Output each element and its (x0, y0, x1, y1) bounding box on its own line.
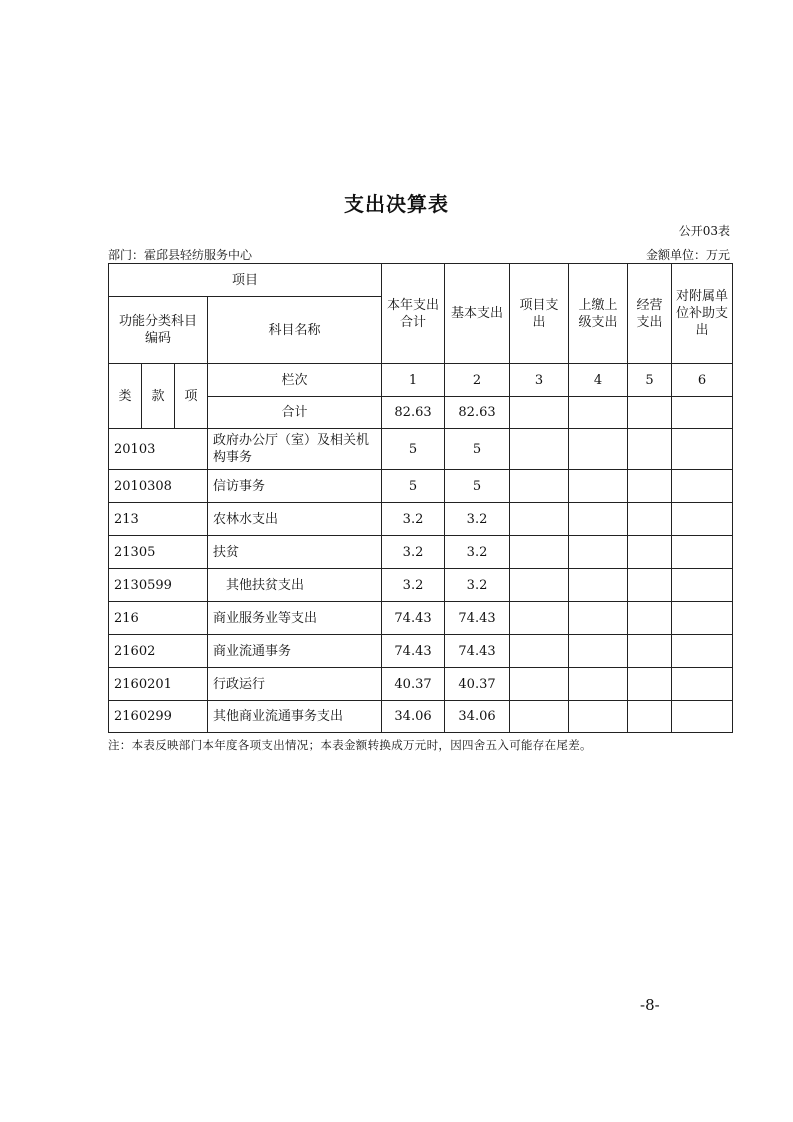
row-name: 农林水支出 (208, 503, 382, 536)
empty-cell (510, 503, 569, 536)
empty-cell (628, 602, 672, 635)
empty-cell (672, 668, 733, 701)
total-label: 合计 (208, 397, 382, 429)
empty-cell (672, 397, 733, 429)
empty-cell (628, 701, 672, 733)
row-c1: 40.37 (382, 668, 445, 701)
amount-unit-label: 金额单位：万元 (645, 248, 730, 262)
expenditure-table (108, 263, 733, 733)
page-title: 支出决算表 (344, 192, 449, 216)
empty-cell (510, 569, 569, 602)
empty-cell (510, 397, 569, 429)
table-row (109, 569, 733, 602)
empty-cell (628, 429, 672, 470)
form-number: 公开03表 (678, 224, 730, 238)
header-col-3: 项目支出 (510, 264, 569, 364)
empty-cell (672, 569, 733, 602)
row-c1: 5 (382, 429, 445, 470)
header-col-6: 对附属单位补助支出 (672, 264, 733, 364)
empty-cell (569, 701, 628, 733)
table-row (109, 503, 733, 536)
col-number: 3 (510, 364, 569, 397)
page-number: -8- (640, 996, 660, 1014)
empty-cell (628, 569, 672, 602)
row-code: 21602 (109, 635, 208, 668)
header-col-1: 本年支出合计 (382, 264, 445, 364)
header-lei: 类 (109, 364, 142, 429)
row-code: 20103 (109, 429, 208, 470)
row-name: 政府办公厅（室）及相关机构事务 (208, 429, 382, 470)
col-number: 6 (672, 364, 733, 397)
table-row (109, 668, 733, 701)
empty-cell (569, 397, 628, 429)
header-col-4: 上缴上级支出 (569, 264, 628, 364)
empty-cell (628, 536, 672, 569)
row-c1: 34.06 (382, 701, 445, 733)
empty-cell (510, 701, 569, 733)
row-c2: 74.43 (445, 602, 510, 635)
row-c2: 3.2 (445, 569, 510, 602)
empty-cell (672, 429, 733, 470)
header-func-code: 功能分类科目编码 (109, 297, 208, 364)
empty-cell (628, 635, 672, 668)
table-row (109, 536, 733, 569)
col-number: 1 (382, 364, 445, 397)
col-number: 4 (569, 364, 628, 397)
row-c1: 3.2 (382, 536, 445, 569)
table-row (109, 701, 733, 733)
empty-cell (510, 429, 569, 470)
table-note: 注：本表反映部门本年度各项支出情况；本表金额转换成万元时，因四舍五入可能存在尾差。 (108, 738, 592, 752)
empty-cell (510, 470, 569, 503)
header-item: 项目 (109, 264, 382, 297)
empty-cell (628, 668, 672, 701)
empty-cell (569, 668, 628, 701)
empty-cell (510, 668, 569, 701)
row-name: 商业流通事务 (208, 635, 382, 668)
empty-cell (569, 429, 628, 470)
row-c1: 3.2 (382, 503, 445, 536)
row-code: 216 (109, 602, 208, 635)
header-col-5: 经营支出 (628, 264, 672, 364)
empty-cell (672, 470, 733, 503)
row-c1: 74.43 (382, 602, 445, 635)
empty-cell (672, 635, 733, 668)
row-name: 其他扶贫支出 (208, 569, 382, 602)
empty-cell (569, 503, 628, 536)
row-c2: 3.2 (445, 536, 510, 569)
row-code: 2160201 (109, 668, 208, 701)
row-code: 21305 (109, 536, 208, 569)
row-code: 2160299 (109, 701, 208, 733)
empty-cell (569, 569, 628, 602)
empty-cell (569, 470, 628, 503)
header-subject-name: 科目名称 (208, 297, 382, 364)
row-c2: 5 (445, 470, 510, 503)
header-xiang: 项 (175, 364, 208, 429)
empty-cell (672, 602, 733, 635)
table-row (109, 635, 733, 668)
empty-cell (628, 503, 672, 536)
empty-cell (628, 397, 672, 429)
row-code: 2130599 (109, 569, 208, 602)
row-code: 2010308 (109, 470, 208, 503)
header-col-2: 基本支出 (445, 264, 510, 364)
empty-cell (628, 470, 672, 503)
header-kuan: 款 (142, 364, 175, 429)
empty-cell (672, 536, 733, 569)
table-row (109, 429, 733, 470)
empty-cell (672, 503, 733, 536)
row-name: 信访事务 (208, 470, 382, 503)
row-c1: 5 (382, 470, 445, 503)
row-name: 行政运行 (208, 668, 382, 701)
row-c2: 40.37 (445, 668, 510, 701)
table-row (109, 470, 733, 503)
row-name: 扶贫 (208, 536, 382, 569)
total-c1: 82.63 (382, 397, 445, 429)
col-number: 5 (628, 364, 672, 397)
header-lanci: 栏次 (208, 364, 382, 397)
row-c2: 5 (445, 429, 510, 470)
row-name: 其他商业流通事务支出 (208, 701, 382, 733)
empty-cell (569, 602, 628, 635)
row-c2: 3.2 (445, 503, 510, 536)
row-c1: 3.2 (382, 569, 445, 602)
row-name: 商业服务业等支出 (208, 602, 382, 635)
total-c2: 82.63 (445, 397, 510, 429)
empty-cell (569, 536, 628, 569)
empty-cell (569, 635, 628, 668)
row-c2: 74.43 (445, 635, 510, 668)
empty-cell (510, 536, 569, 569)
empty-cell (672, 701, 733, 733)
row-c1: 74.43 (382, 635, 445, 668)
empty-cell (510, 602, 569, 635)
empty-cell (510, 635, 569, 668)
department-label: 部门：霍邱县轻纺服务中心 (108, 248, 253, 262)
row-c2: 34.06 (445, 701, 510, 733)
col-number: 2 (445, 364, 510, 397)
row-code: 213 (109, 503, 208, 536)
table-row (109, 602, 733, 635)
